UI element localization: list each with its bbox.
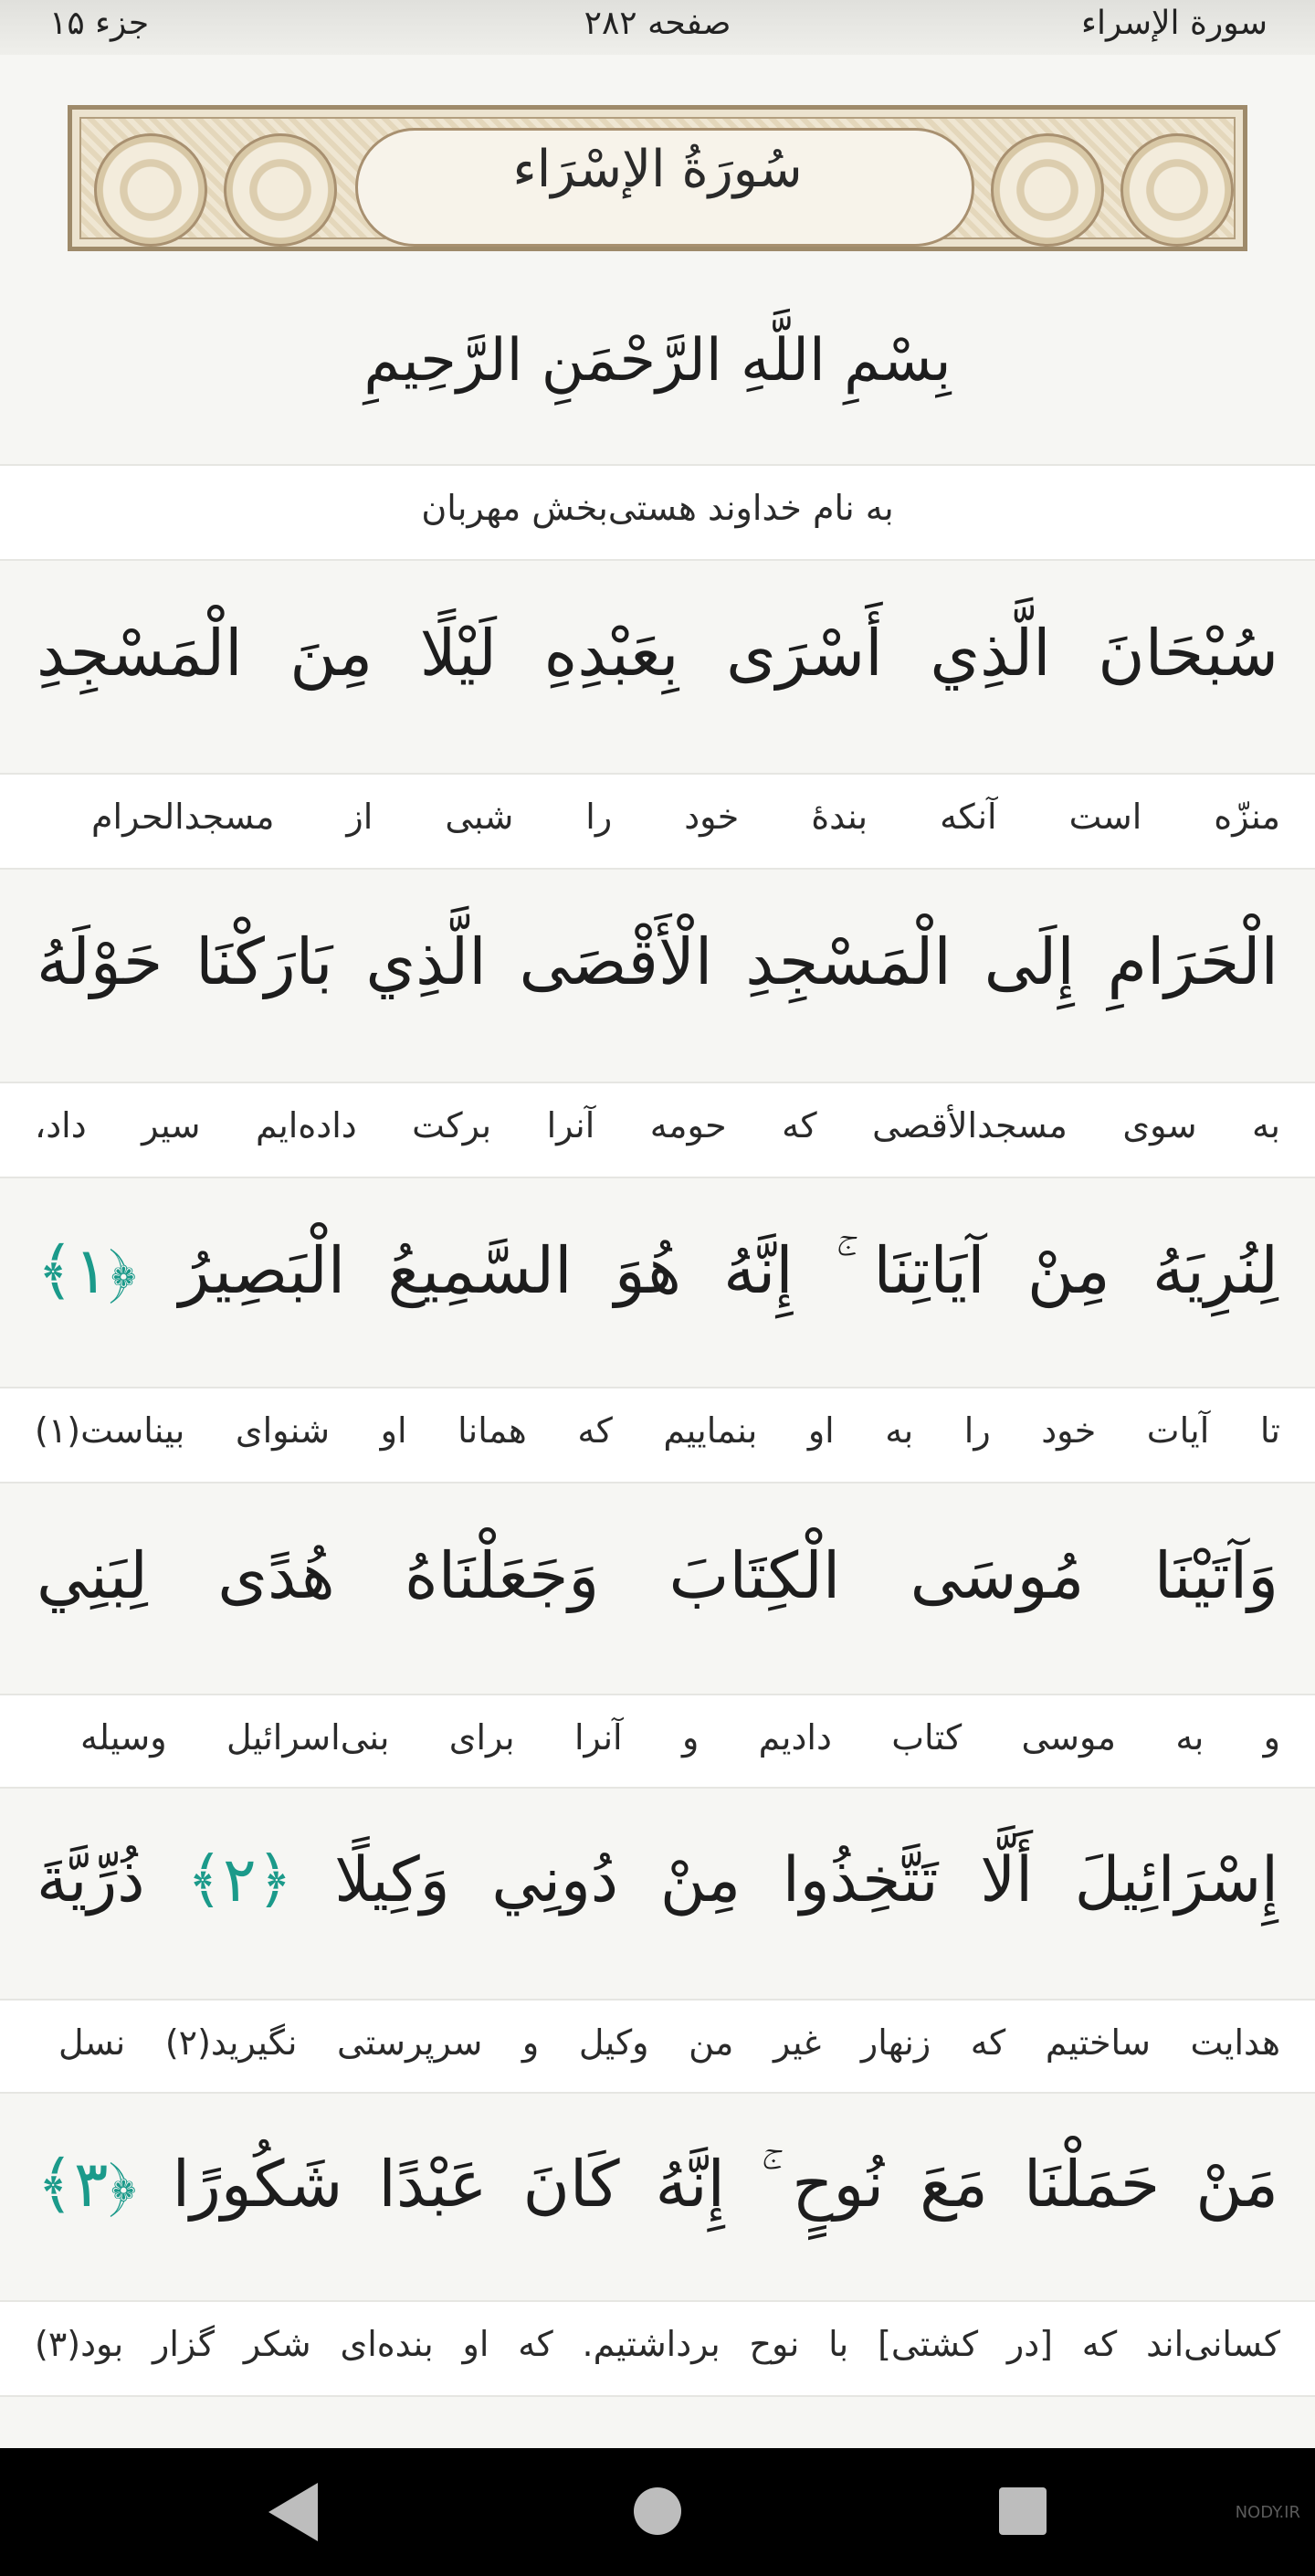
verse-text [37,2147,1278,2222]
home-icon[interactable] [634,2487,681,2535]
verse-segment: إِسْرَائِيلَ أَلَّا تَتَّخِذُوا مِنْ دُونِي وَكِيلًا [334,1844,1279,1916]
verse-segment: لِنُرِيَهُ مِنْ آيَاتِنَا ۚ إِنَّهُ هُوَ السَّمِيعُ الْبَصِيرُ [178,1233,1278,1308]
bismillah-line[interactable] [0,274,1315,464]
verse-line[interactable] [0,561,1315,773]
translation-text: تا آیات خود را به او بنماییم که همانا او شنوای بیناست(۱) [35,1410,1280,1451]
page-header [0,0,1315,55]
verse-segment: ذُرِّيَّةَ [37,1844,145,1916]
translation-line[interactable] [0,773,1315,870]
system-navigation-bar [0,2448,1315,2576]
translation-text: به سوی مسجدالأقصی که حومه آنرا برکت داده‌ایم سیر داد، [35,1105,1280,1145]
translation-text: منزّه است آنکه بندهٔ خود را شبی از مسجدالحرام [91,797,1280,837]
bismillah-arabic: بِسْمِ اللَّهِ الرَّحْمَنِ الرَّحِيمِ [363,327,952,395]
surah-banner [68,105,1247,251]
site-watermark: NODY.IR [1235,2503,1300,2522]
translation-line[interactable] [0,2300,1315,2397]
translation-text: و به موسی کتاب دادیم و آنرا برای بنی‌اسرائیل وسیله [80,1717,1280,1758]
juz-number: جزء ۱۵ [49,5,150,42]
translation-line[interactable] [0,464,1315,561]
translation-text: کسانی‌اند که [در کشتی] با نوح برداشتیم. که او بنده‌ای شکر گزار بود(۳) [35,2324,1280,2364]
verse-line[interactable] [0,870,1315,1082]
verse-text: الْحَرَامِ إِلَى الْمَسْجِدِ الْأَقْصَى الَّذِي بَارَكْنَا حَوْلَهُ [37,924,1278,999]
verse-line[interactable] [0,1789,1315,1999]
recents-icon[interactable] [999,2487,1047,2535]
verse-text: وَآتَيْنَا مُوسَى الْكِتَابَ وَجَعَلْنَاهُ هُدًى لِبَنِي [37,1538,1278,1613]
translation-line[interactable] [0,1082,1315,1178]
verse-line[interactable] [0,1178,1315,1387]
surah-title: سُورَةُ الإسْرَاء [512,140,803,199]
verse-segment: مَنْ حَمَلْنَا مَعَ نُوحٍ ۚ إِنَّهُ كَانَ عَبْدًا شَكُورًا [172,2147,1278,2222]
translation-line[interactable] [0,1999,1315,2094]
verse-number-marker[interactable]: ﴿۳﴾ [37,2147,137,2222]
verse-number-marker[interactable]: ﴿۲﴾ [186,1844,293,1916]
verse-line[interactable] [0,1483,1315,1694]
back-icon[interactable] [268,2483,318,2541]
translation-text: هدایت ساختیم که زنهار غیر من وکیل و سرپرستی نگیرید(۲) نسل [58,2022,1280,2063]
page-number: صفحه ۲۸۲ [584,5,731,42]
verse-text [37,1233,1278,1309]
surah-name: سورة الإسراء [1081,5,1268,42]
bismillah-translation: به نام خداوند هستی‌بخش مهربان [421,488,894,528]
verse-text [37,1843,1278,1916]
verse-number-marker[interactable]: ﴿۱﴾ [37,1233,137,1308]
translation-line[interactable] [0,1387,1315,1483]
translation-line[interactable] [0,1694,1315,1789]
verse-text: سُبْحَانَ الَّذِي أَسْرَى بِعَبْدِهِ لَيْلًا مِنَ الْمَسْجِدِ [37,616,1278,691]
verse-line[interactable] [0,2094,1315,2300]
